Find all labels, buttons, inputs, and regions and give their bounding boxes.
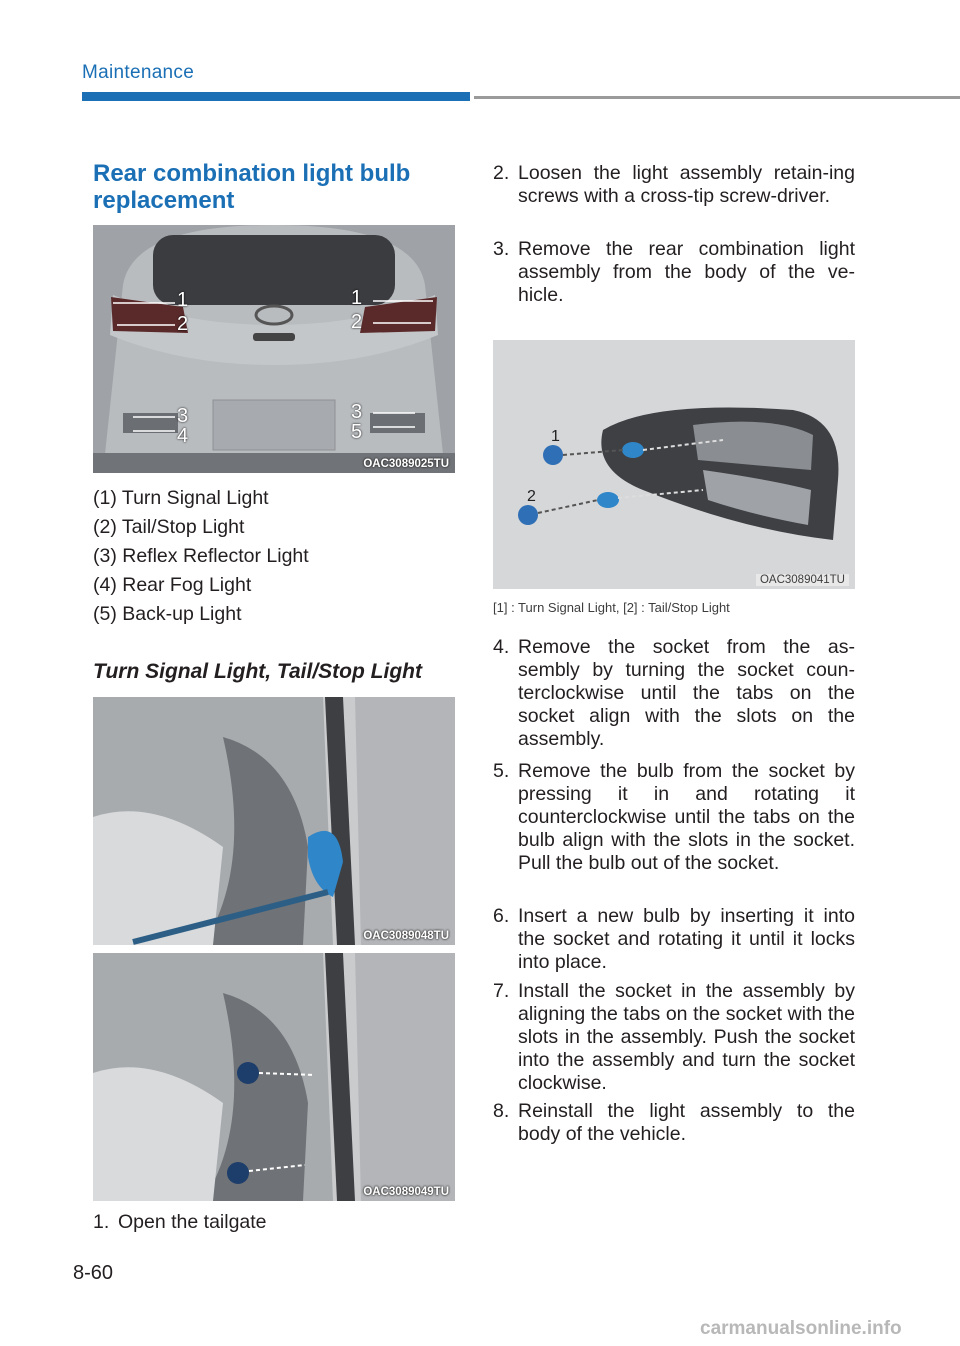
callout-1-right: 1 bbox=[351, 287, 363, 309]
step-text: Remove the bulb from the socket by pressing it in and rotating it counterclockwise until the tabs on the bulb align with the slots in the socket. Pull the bulb out of the socket. bbox=[518, 760, 855, 874]
callout-5-right: 5 bbox=[351, 421, 363, 443]
step-number: 8. bbox=[493, 1100, 510, 1122]
step-number: 6. bbox=[493, 905, 510, 927]
page-title: Rear combination light bulb replacement bbox=[93, 160, 411, 214]
tailgate-open-illustration bbox=[93, 697, 455, 945]
list-item: (5) Back-up Light bbox=[93, 603, 242, 625]
subheading: Turn Signal Light, Tail/Stop Light bbox=[93, 660, 422, 683]
step-number: 5. bbox=[493, 760, 510, 782]
watermark: carmanualsonline.info bbox=[700, 1318, 902, 1339]
callout-2-right: 2 bbox=[351, 311, 363, 333]
step-text: Insert a new bulb by inserting it into the socket and rotating it until it locks into place. bbox=[518, 905, 855, 973]
callout-4-left: 4 bbox=[177, 425, 189, 447]
page-number: 8-60 bbox=[73, 1262, 114, 1284]
list-item: (1) Turn Signal Light bbox=[93, 487, 269, 509]
step-6 bbox=[493, 905, 855, 974]
figure-code: OAC3089025TU bbox=[363, 458, 449, 470]
step-1 bbox=[93, 1211, 455, 1234]
lamp-assembly-figure bbox=[493, 340, 855, 589]
step-4 bbox=[493, 636, 855, 751]
step-number: 2. bbox=[493, 162, 510, 184]
section-label: Maintenance bbox=[82, 62, 195, 83]
figure-code: OAC3089049TU bbox=[363, 1186, 449, 1198]
callout-1-left: 1 bbox=[177, 289, 189, 311]
step-number: 1. bbox=[93, 1211, 110, 1233]
lamp-caption: [1] : Turn Signal Light, [2] : Tail/Stop Light bbox=[493, 600, 730, 615]
rear-view-figure bbox=[93, 225, 455, 473]
step-number: 7. bbox=[493, 980, 510, 1002]
header-rule-blue bbox=[82, 92, 470, 101]
step-number: 3. bbox=[493, 238, 510, 260]
list-item: (4) Rear Fog Light bbox=[93, 574, 252, 596]
callout-3-left: 3 bbox=[177, 405, 189, 427]
step-text: Loosen the light assembly retain-ing screws with a cross-tip screw-driver. bbox=[518, 162, 855, 207]
step-number: 4. bbox=[493, 636, 510, 658]
rear-car-illustration bbox=[93, 225, 455, 473]
list-item: (2) Tail/Stop Light bbox=[93, 516, 245, 538]
step-7 bbox=[493, 980, 855, 1095]
figure-code: OAC3089048TU bbox=[363, 930, 449, 942]
callout-2-left: 2 bbox=[177, 313, 189, 335]
step-text: Install the socket in the assembly by aligning the tabs on the socket with the slots in the assembly. Push the socket into the assembly and turn the socket clockwise. bbox=[518, 980, 855, 1094]
figure-code: OAC3089041TU bbox=[756, 574, 849, 586]
lamp-callout-1: 1 bbox=[551, 428, 560, 445]
step-8 bbox=[493, 1100, 855, 1146]
step-2 bbox=[493, 162, 855, 208]
step-text: Remove the socket from the as-sembly by turning the socket coun-terclockwise until the tabs on the socket align with the slots on the assembly. bbox=[518, 636, 855, 750]
step-text: Reinstall the light assembly to the body of the vehicle. bbox=[518, 1100, 855, 1145]
step-5 bbox=[493, 760, 855, 875]
step-3 bbox=[493, 238, 855, 307]
light-list bbox=[93, 484, 455, 629]
callout-3-right: 3 bbox=[351, 401, 363, 423]
socket-location-illustration bbox=[93, 953, 455, 1201]
socket-figure-2 bbox=[93, 953, 455, 1201]
header-rule-gray bbox=[474, 96, 960, 99]
socket-figure-1 bbox=[93, 697, 455, 945]
lamp-assembly-illustration bbox=[493, 340, 855, 589]
list-item: (3) Reflex Reflector Light bbox=[93, 545, 309, 567]
step-text: Open the tailgate bbox=[118, 1211, 267, 1233]
lamp-callout-2: 2 bbox=[527, 488, 536, 505]
step-text: Remove the rear combination light assembly from the body of the ve-hicle. bbox=[518, 238, 855, 306]
